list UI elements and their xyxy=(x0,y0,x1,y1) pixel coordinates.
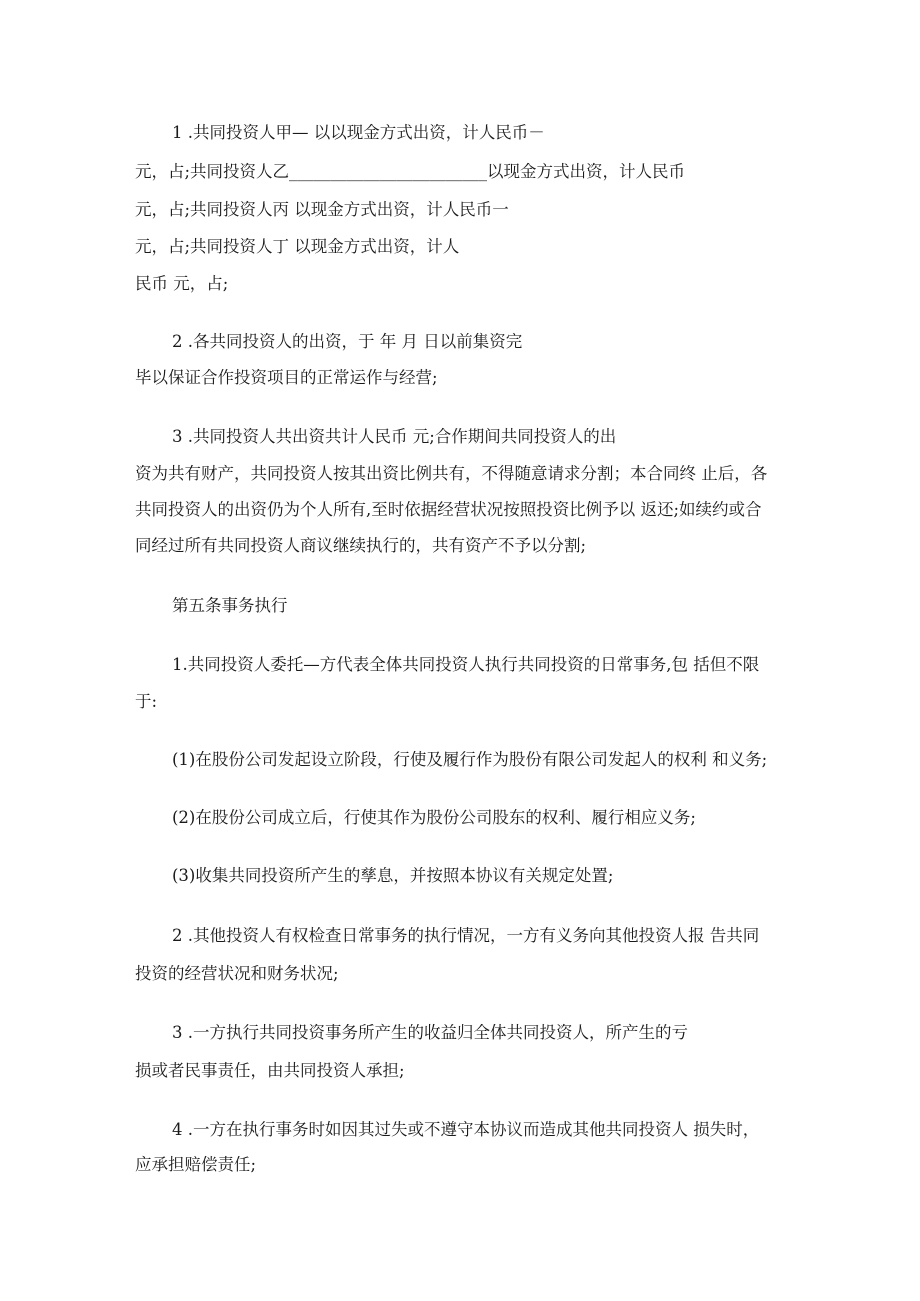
exec-1-line-1: 1.共同投资人委托—方代表全体共同投资人执行共同投资的日常事务,包 括但不限 xyxy=(172,655,760,674)
clause-3-line-2: 资为共有财产，共同投资人按其出资比例共有，不得随意请求分割；本合同终 止后，各 xyxy=(135,464,768,483)
clause-3-line-3: 共同投资人的出资仍为个人所有,至时依据经营状况按照投资比例予以 返还;如续约或合 xyxy=(135,500,762,519)
exec-3-line-2: 损或者民事责任，由共同投资人承担; xyxy=(135,1061,405,1080)
exec-1-item-2: (2)在股份公司成立后，行使其作为股份公司股东的权利、履行相应义务; xyxy=(172,808,696,827)
clause-1-line-3: 元，占;共同投资人丙 以现金方式出资，计人民币一 xyxy=(135,200,509,219)
clause-1-line-2: 元，占;共同投资人乙________________________以现金方式出资，计人民币 xyxy=(135,162,686,181)
exec-1-line-2: 于: xyxy=(135,692,158,711)
exec-4-line-1: 4 .一方在执行事务时如因其过失或不遵守本协议而造成其他共同投资人 损失时， xyxy=(172,1120,760,1139)
exec-4-line-2: 应承担赔偿责任; xyxy=(135,1155,257,1174)
clause-1-line-5: 民币 元，占; xyxy=(135,274,229,293)
clause-2-line-1: 2 .各共同投资人的出资，于 年 月 日以前集资完 xyxy=(172,332,523,351)
exec-2-line-1: 2 .其他投资人有权检查日常事务的执行情况，一方有义务向其他投资人报 告共同 xyxy=(172,926,760,945)
clause-3-line-1: 3 .共同投资人共出资共计人民币 元;合作期间共同投资人的出 xyxy=(172,427,617,446)
exec-1-item-3: (3)收集共同投资所产生的孳息，并按照本协议有关规定处置; xyxy=(172,866,614,885)
exec-2-line-2: 投资的经营状况和财务状况; xyxy=(135,964,339,983)
clause-1-line-1: 1 .共同投资人甲— 以以现金方式出资，计人民币－ xyxy=(172,123,545,142)
clause-1-line-4: 元，占;共同投资人丁 以现金方式出资，计人 xyxy=(135,237,460,256)
exec-1-item-1: (1)在股份公司发起设立阶段，行使及履行作为股份有限公司发起人的权利 和义务; xyxy=(172,750,768,769)
clause-3-line-4: 同经过所有共同投资人商议继续执行的，共有资产不予以分割; xyxy=(135,536,587,555)
exec-3-line-1: 3 .一方执行共同投资事务所产生的收益归全体共同投资人，所产生的亏 xyxy=(172,1023,688,1042)
section-heading: 第五条事务执行 xyxy=(172,596,288,615)
clause-2-line-2: 毕以保证合作投资项目的正常运作与经营; xyxy=(135,368,438,387)
